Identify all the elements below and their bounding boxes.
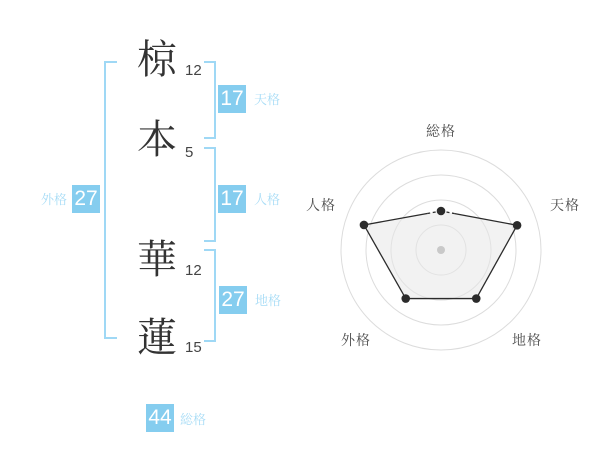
radar-axis-label: 人格 <box>306 197 336 213</box>
name-character-1: 椋 <box>137 38 177 82</box>
jinkaku-label: 人格 <box>254 192 281 207</box>
radar-vertex-dot <box>401 294 410 303</box>
gaikaku-label: 外格 <box>40 192 67 207</box>
stroke-count-2: 5 <box>185 144 194 161</box>
name-character-4: 蓮 <box>137 316 177 360</box>
radar-polygon-fill <box>364 211 517 299</box>
stroke-count-4: 15 <box>185 339 202 356</box>
stroke-count-3: 12 <box>185 262 202 279</box>
soukaku-label: 総格 <box>180 412 207 427</box>
jinkaku-value-chip: 17 <box>218 185 246 213</box>
name-character-3: 華 <box>137 238 177 282</box>
tenkaku-label: 天格 <box>254 92 281 107</box>
chikaku-label: 地格 <box>255 293 282 308</box>
chikaku-value-chip: 27 <box>219 286 247 314</box>
radar-axis-label: 総格 <box>426 123 456 139</box>
radar-vertex-dot <box>360 221 369 230</box>
gaikaku-value-chip: 27 <box>72 185 100 213</box>
tenkaku-value-chip: 17 <box>218 85 246 113</box>
radar-axis-label: 天格 <box>550 197 580 213</box>
radar-axis-label: 地格 <box>512 332 542 348</box>
radar-center-dot <box>437 246 445 254</box>
stroke-count-1: 12 <box>185 62 202 79</box>
radar-axis-label: 外格 <box>341 332 371 348</box>
radar-vertex-dot <box>437 207 446 216</box>
soukaku-value-chip: 44 <box>146 404 174 432</box>
radar-vertex-dot <box>513 221 522 230</box>
radar-vertex-dot <box>472 294 481 303</box>
name-character-2: 本 <box>137 118 177 162</box>
